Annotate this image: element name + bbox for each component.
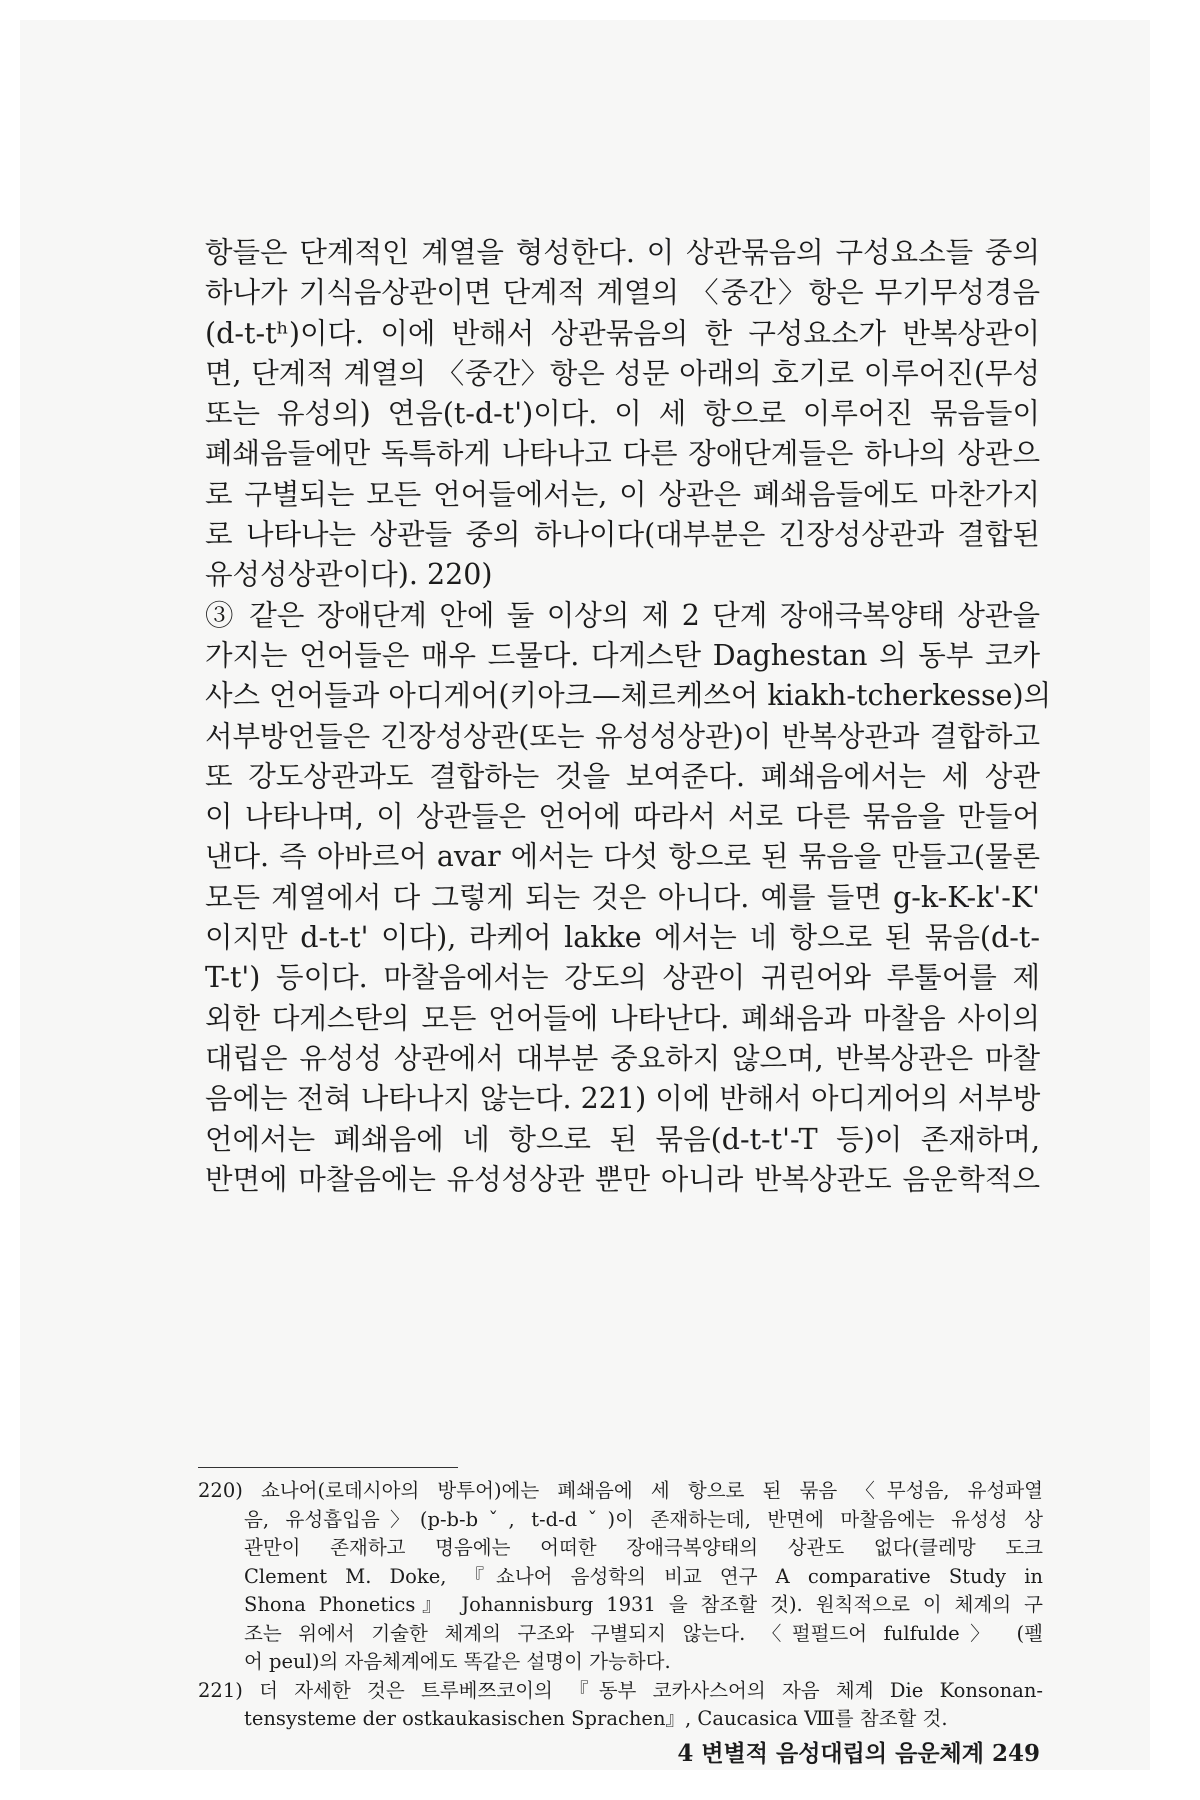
body-line: 또는 유성의) 연음(t-d-t')이다. 이 세 항으로 이루어진 묶음들이 <box>205 397 1040 431</box>
footnote-line: 어 peul)의 자음체계에도 똑같은 설명이 가능하다. <box>244 1650 671 1673</box>
body-line: 외한 다게스탄의 모든 언어들에 나타난다. 폐쇄음과 마찰음 사이의 <box>205 1001 1040 1035</box>
footnote-line: 220) 쇼나어(로데시아의 방투어)에는 폐쇄음에 세 항으로 된 묶음 〈무성음, 유성파열 <box>198 1479 1043 1502</box>
footnote-line: tensysteme der ostkaukasischen Sprachen』, Caucasica Ⅷ를 참조할 것. <box>244 1707 948 1730</box>
body-line: 또 강도상관과도 결합하는 것을 보여준다. 폐쇄음에서는 세 상관 <box>205 759 1040 793</box>
body-line: 로 나타나는 상관들 중의 하나이다(대부분은 긴장성상관과 결합된 <box>205 518 1040 552</box>
footnote-line: Shona Phonetics』 Johannisburg 1931 을 참조할 것). 원칙적으로 이 체계의 구 <box>244 1593 1043 1616</box>
body-line: 대립은 유성성 상관에서 대부분 중요하지 않으며, 반복상관은 마찰 <box>205 1041 1040 1075</box>
footnote-line: 관만이 존재하고 명음에는 어떠한 장애극복양태의 상관도 없다(클레망 도크 <box>244 1536 1043 1559</box>
body-line: 이 나타나며, 이 상관들은 언어에 따라서 서로 다른 묶음을 만들어 <box>205 800 1040 834</box>
footnote-line: 음, 유성흡입음〉(p-b-bˇ, t-d-dˇ)이 존재하는데, 반면에 마찰음에는 유성성 상 <box>244 1507 1043 1531</box>
footnote-divider <box>198 1467 458 1468</box>
body-text <box>205 233 1052 1200</box>
body-line: 면, 단계적 계열의 〈중간〉항은 성문 아래의 호기로 이루어진(무성 <box>205 356 1040 390</box>
body-line: T-t') 등이다. 마찰음에서는 강도의 상관이 귀린어와 루툴어를 제 <box>205 961 1040 995</box>
footnote-line: 221) 더 자세한 것은 트루베쯔코이의 『동부 코카사스어의 자음 체계 Die Konsonan- <box>198 1678 1043 1702</box>
footnotes <box>198 1477 1043 1734</box>
footnote-line: 조는 위에서 기술한 체계의 구조와 구별되지 않는다. 〈펄펄드어 fulfulde〉 (펠 <box>244 1621 1043 1645</box>
body-line: 서부방언들은 긴장성상관(또는 유성성상관)이 반복상관과 결합하고 <box>205 719 1040 753</box>
body-line: 음에는 전혀 나타나지 않는다. 221) 이에 반해서 아디게어의 서부방 <box>205 1082 1041 1116</box>
body-line: 폐쇄음들에만 독특하게 나타나고 다른 장애단계들은 하나의 상관으 <box>205 437 1040 471</box>
body-line: 모든 계열에서 다 그렇게 되는 것은 아니다. 예를 들면 g-k-K-k'-K' <box>205 880 1040 914</box>
body-line: 언에서는 폐쇄음에 네 항으로 된 묶음(d-t-t'-T 등)이 존재하며, <box>205 1122 1040 1156</box>
body-line: 반면에 마찰음에는 유성성상관 뿐만 아니라 반복상관도 음운학적으 <box>205 1162 1040 1196</box>
running-footer-page-number: 4 변별적 음성대립의 음운체계 249 <box>677 1740 1040 1767</box>
body-line: 로 구별되는 모든 언어들에서는, 이 상관은 폐쇄음들에도 마찬가지 <box>205 477 1040 511</box>
body-line: 가지는 언어들은 매우 드물다. 다게스탄 Daghestan 의 동부 코카 <box>205 638 1040 672</box>
body-line: 항들은 단계적인 계열을 형성한다. 이 상관묶음의 구성요소들 중의 <box>205 236 1040 269</box>
footnote-line: Clement M. Doke, 『쇼나어 음성학의 비교 연구 A comparative Study in <box>244 1564 1043 1588</box>
body-line: 이지만 d-t-t' 이다), 라케어 lakke 에서는 네 항으로 된 묶음(d-t- <box>205 921 1040 955</box>
body-line: 유성성상관이다). 220) <box>205 558 493 592</box>
body-line: ③ 같은 장애단계 안에 둘 이상의 제 2 단계 장애극복양태 상관을 <box>205 598 1040 632</box>
body-line: (d-t-tʰ)이다. 이에 반해서 상관묶음의 한 구성요소가 반복상관이 <box>205 316 1040 350</box>
body-line: 낸다. 즉 아바르어 avar 에서는 다섯 항으로 된 묶음을 만들고(물론 <box>205 840 1040 874</box>
body-line: 사스 언어들과 아디게어(키아크—체르케쓰어 kiakh-tcherkesse)의 <box>205 679 1052 713</box>
body-line: 하나가 기식음상관이면 단계적 계열의 〈중간〉항은 무기무성경음 <box>205 276 1040 310</box>
